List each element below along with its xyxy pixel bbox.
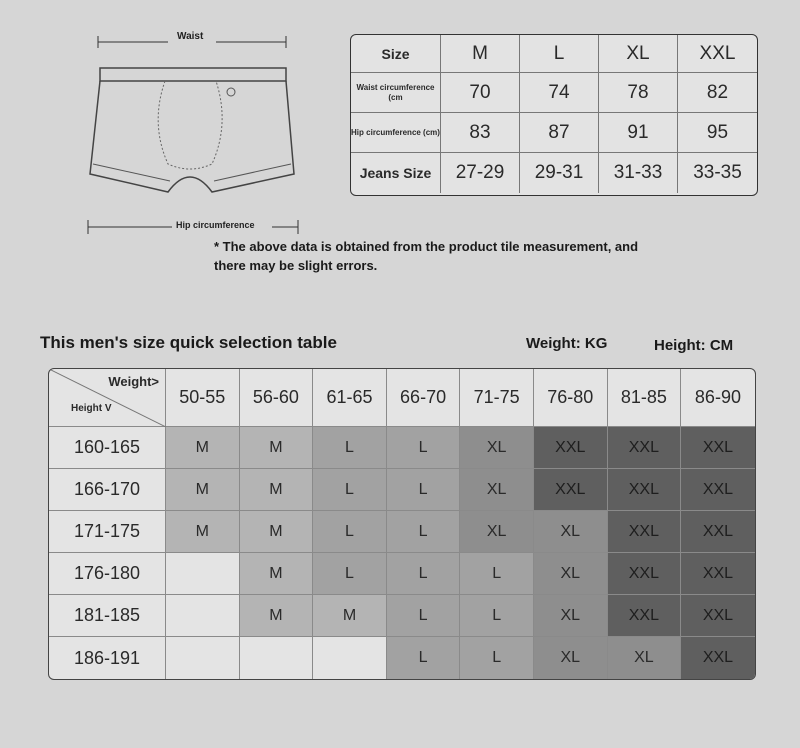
table-cell: 87 <box>520 113 599 153</box>
size-cell: XL <box>534 553 608 595</box>
size-cell: XXL <box>681 427 755 469</box>
size-cell: M <box>313 595 387 637</box>
size-cell: XXL <box>608 469 682 511</box>
size-cell: XXL <box>681 511 755 553</box>
size-cell: XXL <box>681 637 755 679</box>
height-unit-label: Height: CM <box>654 337 734 354</box>
size-cell <box>166 637 240 679</box>
waist-row-label: Waist circumference (cm <box>351 73 441 113</box>
size-cell <box>313 637 387 679</box>
size-cell: M <box>166 469 240 511</box>
boxer-brief-outline <box>80 24 310 239</box>
size-cell: L <box>313 553 387 595</box>
note-line-1: * The above data is obtained from the product tile measurement, and <box>214 239 639 254</box>
size-cell: L <box>387 427 461 469</box>
table-cell: 31-33 <box>599 153 678 193</box>
quick-table-title: This men's size quick selection table <box>40 333 337 352</box>
weight-header: 71-75 <box>460 369 534 427</box>
size-cell <box>166 595 240 637</box>
size-cell: XL <box>534 595 608 637</box>
size-cell: M <box>240 595 314 637</box>
corner-header <box>49 369 166 427</box>
size-cell: M <box>240 553 314 595</box>
size-cell: XXL <box>608 553 682 595</box>
size-cell: L <box>387 553 461 595</box>
height-row-label: 176-180 <box>49 553 166 595</box>
size-cell: M <box>240 469 314 511</box>
size-cell: L <box>387 469 461 511</box>
corner-height-label: Height V <box>71 403 112 414</box>
size-cell: XL <box>534 637 608 679</box>
table-cell: 33-35 <box>693 162 742 183</box>
size-cell: L <box>313 511 387 553</box>
size-header-l: L <box>520 35 599 73</box>
weight-header: 81-85 <box>608 369 682 427</box>
height-row-label: 171-175 <box>49 511 166 553</box>
size-cell: XXL <box>608 427 682 469</box>
size-cell: L <box>387 511 461 553</box>
hip-label: Hip circumference <box>176 220 255 230</box>
weight-header: 86-90 <box>681 369 755 427</box>
size-cell <box>240 637 314 679</box>
table-cell: 27-29 <box>441 153 520 193</box>
weight-header: 66-70 <box>387 369 461 427</box>
size-cell: L <box>313 469 387 511</box>
size-cell: XXL <box>681 553 755 595</box>
weight-unit-label: Weight: KG <box>526 335 608 352</box>
size-cell: XL <box>460 427 534 469</box>
size-cell: M <box>166 427 240 469</box>
height-row-label: 181-185 <box>49 595 166 637</box>
height-row-label: 166-170 <box>49 469 166 511</box>
table-cell: 91 <box>599 113 678 153</box>
underwear-diagram <box>80 24 310 239</box>
table-cell: 82 <box>678 73 757 113</box>
size-cell: L <box>387 637 461 679</box>
weight-header: 61-65 <box>313 369 387 427</box>
size-cell: XL <box>608 637 682 679</box>
size-cell: XXL <box>608 595 682 637</box>
size-cell: XL <box>534 511 608 553</box>
size-cell: L <box>460 637 534 679</box>
waist-label: Waist <box>177 31 204 42</box>
size-cell: XXL <box>534 469 608 511</box>
size-cell <box>166 553 240 595</box>
weight-header: 50-55 <box>166 369 240 427</box>
note-line-2: there may be slight errors. <box>214 258 378 273</box>
table-cell: 70 <box>441 73 520 113</box>
table-cell: 29-31 <box>520 153 599 193</box>
size-header-m: M <box>441 35 520 73</box>
size-measurement-table <box>350 34 758 196</box>
measurement-note <box>214 237 754 275</box>
table-cell: 95 <box>678 113 757 153</box>
size-cell: L <box>460 595 534 637</box>
corner-weight-label: Weight> <box>108 374 159 389</box>
size-cell: M <box>240 427 314 469</box>
weight-header: 56-60 <box>240 369 314 427</box>
weight-header: 76-80 <box>534 369 608 427</box>
size-header-label: Size <box>351 35 441 73</box>
jeans-row-label: Jeans Size <box>351 153 441 193</box>
size-header-xl: XL <box>599 35 678 73</box>
size-cell: XXL <box>608 511 682 553</box>
size-cell: XL <box>460 469 534 511</box>
height-row-label: 186-191 <box>49 637 166 679</box>
size-cell: XXL <box>681 595 755 637</box>
table-cell: 78 <box>599 73 678 113</box>
size-cell: M <box>166 511 240 553</box>
size-cell: M <box>240 511 314 553</box>
quick-selection-table <box>48 368 756 680</box>
size-cell: L <box>460 553 534 595</box>
size-header-xxl: XXL <box>678 35 757 73</box>
table-cell: 83 <box>441 113 520 153</box>
size-cell: XL <box>460 511 534 553</box>
table-cell: 74 <box>520 73 599 113</box>
hip-row-label: Hip circumference (cm) <box>351 113 441 153</box>
size-cell: XXL <box>681 469 755 511</box>
size-cell: XXL <box>534 427 608 469</box>
size-cell: L <box>387 595 461 637</box>
height-row-label: 160-165 <box>49 427 166 469</box>
size-cell: L <box>313 427 387 469</box>
